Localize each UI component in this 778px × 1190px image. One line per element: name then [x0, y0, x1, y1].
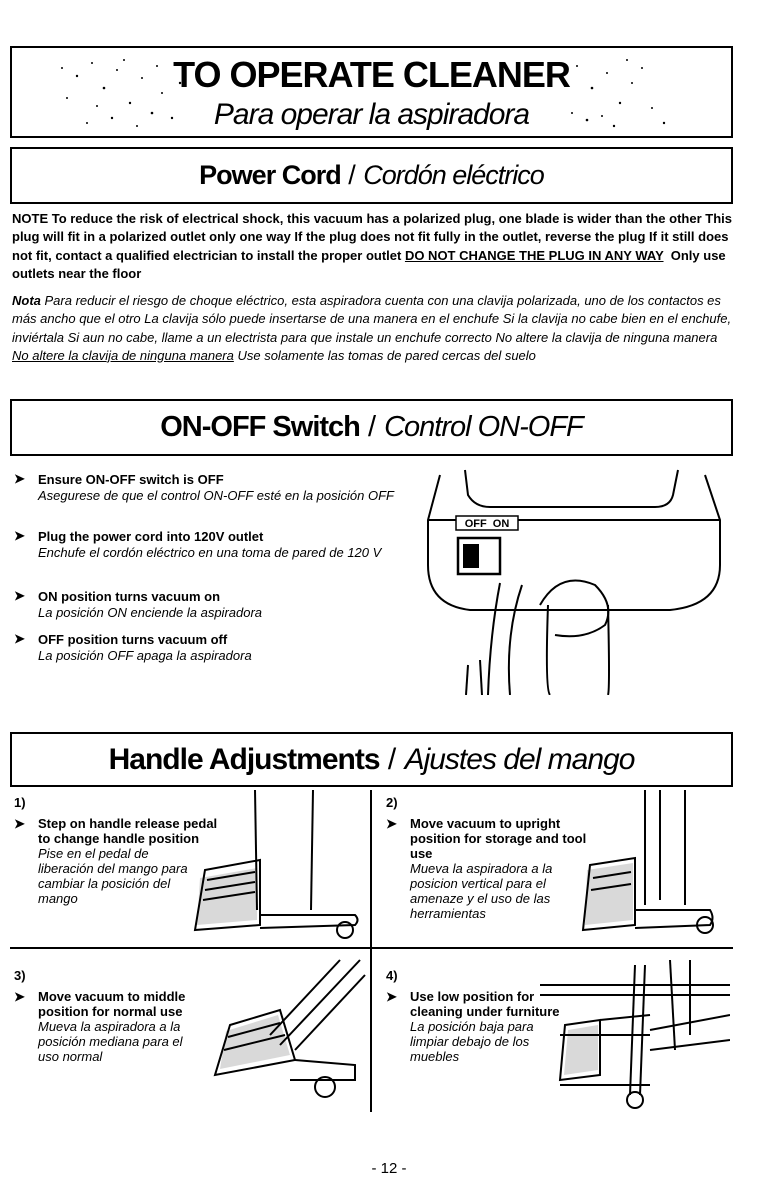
page-number: - 12 - — [371, 1160, 407, 1177]
note-es-label: Nota — [12, 293, 41, 308]
switch-item — [14, 589, 394, 620]
step-text-es: La posición baja para limpiar debajo de los muebles — [410, 1019, 534, 1064]
page-title: TO OPERATE CLEANER — [173, 54, 570, 95]
switch-item-en: OFF position turns vacuum off — [38, 632, 228, 647]
vacuum-illustration-step1 — [185, 790, 365, 945]
switch-item-es: La posición OFF apaga la aspiradora — [38, 647, 252, 663]
vacuum-illustration-step2 — [575, 790, 730, 945]
step-text-es: Mueva la aspiradora a la posicion vertical para el amenaze y el uso de las herramientas — [410, 861, 553, 921]
switch-item-es: Enchufe el cordón eléctrico en una toma de pared de 120 V — [38, 544, 382, 560]
switch-item — [14, 529, 414, 560]
switch-item-en: Plug the power cord into 120V outlet — [38, 529, 264, 544]
note-es-warning: No altere la clavija de ninguna manera — [12, 347, 234, 363]
power-cord-note-es — [12, 292, 732, 365]
arrow-bullet-icon: ➤ — [14, 471, 25, 486]
switch-item-en: ON position turns vacuum on — [38, 589, 221, 604]
arrow-bullet-icon: ➤ — [14, 588, 25, 603]
step-number: 3) — [14, 968, 26, 983]
step-number: 4) — [386, 968, 398, 983]
arrow-bullet-icon: ➤ — [14, 631, 25, 646]
page-subtitle: Para operar la aspiradora — [213, 98, 530, 131]
step-text-es: Mueva la aspiradora a la posición mediana para el uso normal — [38, 1019, 183, 1064]
note-en-text: NOTE To reduce the risk of electrical shock, this vacuum has a polarized plug, one blade is wider than the other This plug will fit in a polarized outlet only one way If the plug does not fit fully in the outlet, reverse the plug If it still does not fit, contact a qualified electrician to install the proper outlet — [12, 211, 732, 263]
switch-item-es: La posición ON enciende la aspiradora — [38, 604, 263, 620]
switch-item-en: Ensure ON-OFF switch is OFF — [38, 472, 224, 487]
vacuum-illustration-step4 — [540, 955, 730, 1115]
power-cord-heading-en: Power Cord — [199, 160, 341, 190]
note-en-warning: DO NOT CHANGE THE PLUG IN ANY WAY — [404, 247, 664, 263]
switch-heading-en: ON-OFF Switch — [160, 411, 360, 443]
step-text-en: Move vacuum to middle position for normal use — [38, 989, 186, 1019]
power-cord-heading-es: Cordón eléctrico — [363, 160, 544, 190]
heading-separator: / — [340, 160, 364, 190]
vacuum-illustration-step3 — [200, 955, 368, 1115]
step-number: 2) — [386, 795, 398, 810]
switch-heading-es: Control ON-OFF — [384, 411, 583, 443]
handle-step — [386, 795, 606, 921]
arrow-bullet-icon: ➤ — [14, 989, 25, 1004]
switch-item — [14, 632, 394, 663]
step-text-en: Move vacuum to upright position for storage and tool use — [410, 816, 587, 861]
horizontal-divider — [10, 947, 733, 949]
step-text-en: Step on handle release pedal to change handle position — [38, 816, 218, 846]
switch-item — [14, 472, 394, 503]
title-box — [10, 46, 733, 138]
handle-heading-es: Ajustes del mango — [404, 742, 635, 776]
power-cord-note-en — [12, 210, 732, 283]
step-number: 1) — [14, 795, 26, 810]
handle-heading — [10, 732, 733, 787]
step-text-en: Use low position for cleaning under furniture — [410, 989, 560, 1019]
switch-illustration-label: OFF ON — [464, 518, 510, 530]
heading-separator: / — [379, 742, 405, 776]
switch-illustration — [420, 465, 730, 695]
arrow-bullet-icon: ➤ — [386, 989, 397, 1004]
switch-heading — [10, 399, 733, 456]
step-text-es: Pise en el pedal de liberación del mango para cambiar la posición del mango — [38, 846, 188, 906]
handle-step — [14, 968, 229, 1064]
arrow-bullet-icon: ➤ — [14, 528, 25, 543]
note-en-tail: Only use outlets near the floor — [12, 247, 730, 281]
power-cord-heading — [10, 147, 733, 204]
note-es-text: Para reducir el riesgo de choque eléctrico, esta aspiradora cuenta con una clavija polarizada, uno de los contactos es más ancho que el otro La clavija sólo puede insertarse de una manera en el enchufe Si la clavija no cabe bien en el enchufe, inviértala Si aun no cabe, llame a un electrista para que instale un enchufe correcto No altere la clavija de ninguna manera — [12, 293, 732, 345]
handle-heading-en: Handle Adjustments — [108, 742, 380, 776]
vertical-divider — [370, 790, 372, 1112]
heading-separator: / — [359, 411, 385, 443]
switch-item-es: Asegurese de que el control ON-OFF esté en la posición OFF — [38, 487, 394, 503]
arrow-bullet-icon: ➤ — [386, 816, 397, 831]
arrow-bullet-icon: ➤ — [14, 816, 25, 831]
note-es-tail: Use solamente las tomas de pared cercas del suelo — [233, 347, 536, 363]
